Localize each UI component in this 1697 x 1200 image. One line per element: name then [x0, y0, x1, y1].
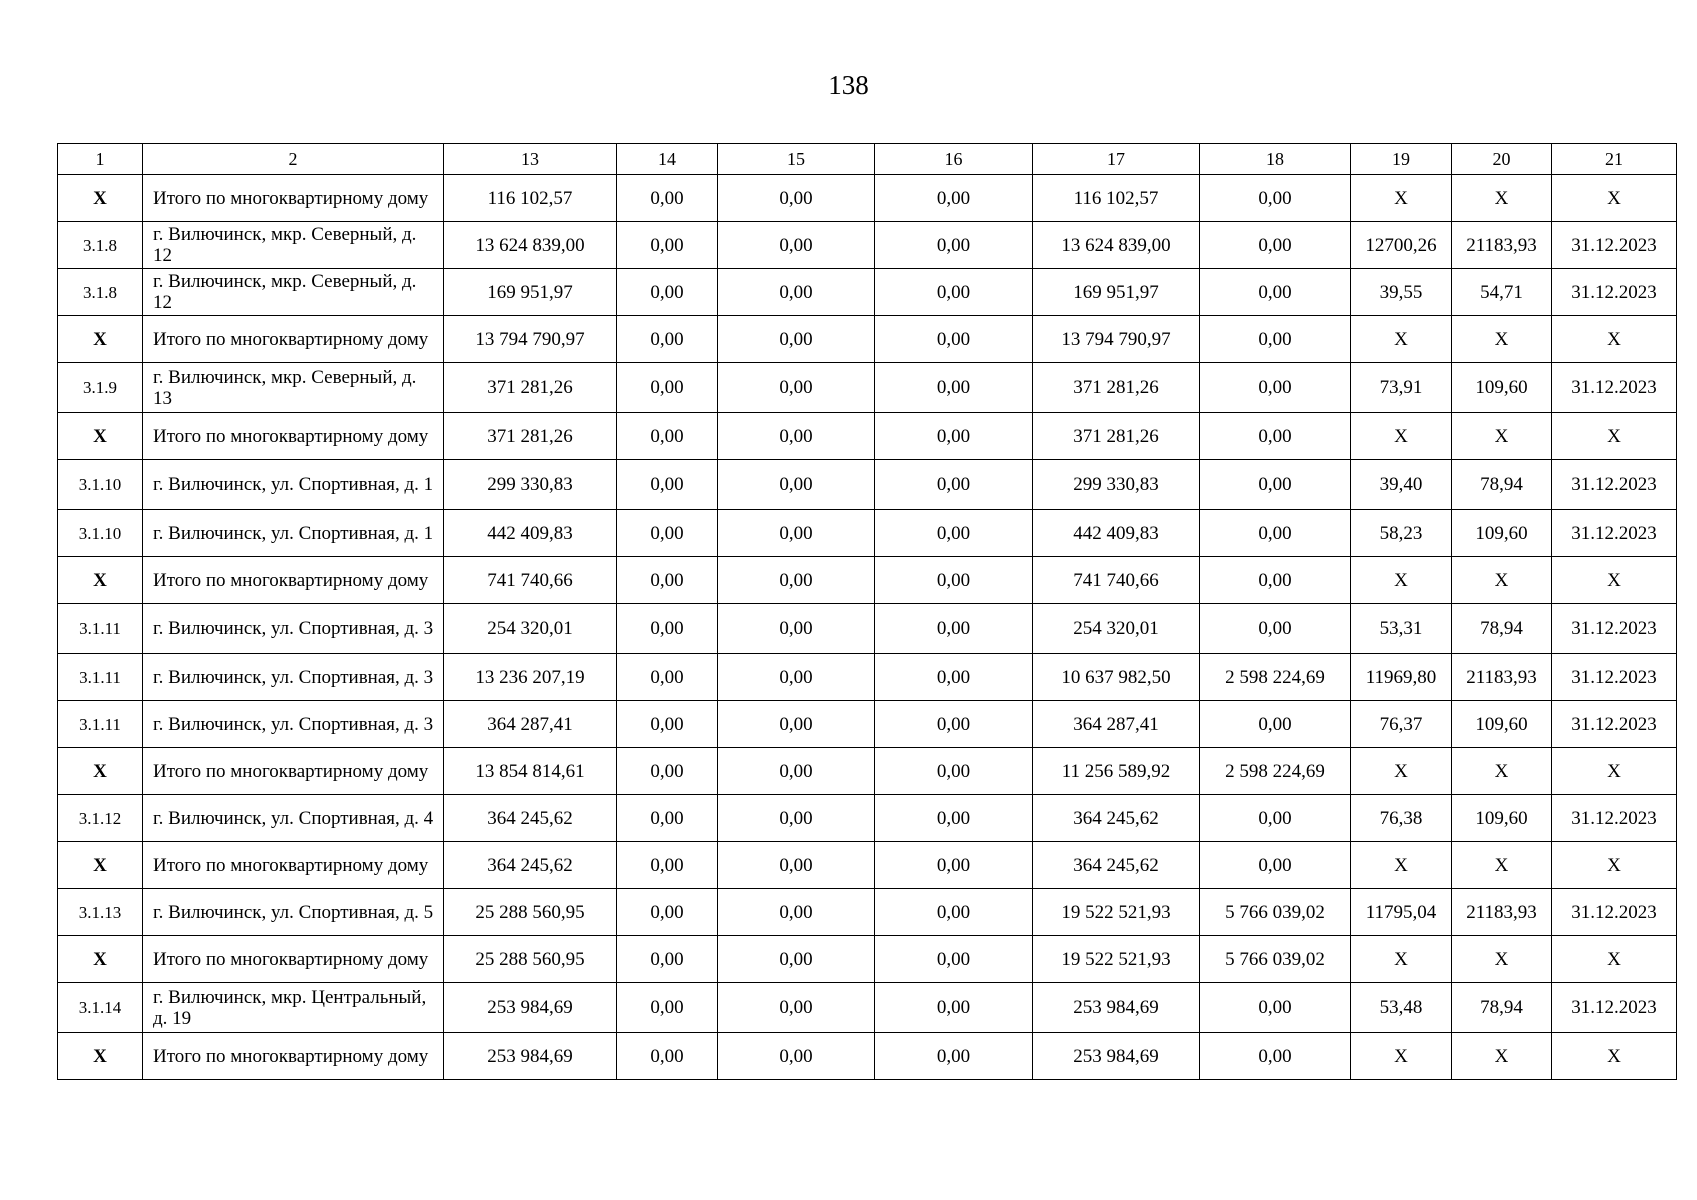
cell-c19: X	[1351, 1033, 1452, 1080]
table-row	[58, 269, 1677, 316]
cell-c21: 31.12.2023	[1552, 701, 1677, 748]
cell-c15: 0,00	[718, 654, 875, 701]
cell-c16: 0,00	[875, 316, 1033, 363]
cell-c18: 0,00	[1200, 316, 1351, 363]
cell-c13: 13 624 839,00	[444, 222, 617, 269]
cell-c21: 31.12.2023	[1552, 269, 1677, 316]
cell-c16: 0,00	[875, 701, 1033, 748]
cell-c16: 0,00	[875, 269, 1033, 316]
cell-c17: 10 637 982,50	[1033, 654, 1200, 701]
cell-c1: 3.1.11	[58, 701, 143, 748]
cell-c21: 31.12.2023	[1552, 510, 1677, 557]
cell-c20: X	[1452, 316, 1552, 363]
column-header: 1	[58, 144, 143, 175]
cell-c1: 3.1.11	[58, 604, 143, 654]
cell-c16: 0,00	[875, 748, 1033, 795]
cell-c18: 2 598 224,69	[1200, 748, 1351, 795]
column-header: 2	[143, 144, 444, 175]
cell-c18: 0,00	[1200, 795, 1351, 842]
cell-c18: 2 598 224,69	[1200, 654, 1351, 701]
cell-c14: 0,00	[617, 175, 718, 222]
cell-c16: 0,00	[875, 413, 1033, 460]
cell-c19: 53,31	[1351, 604, 1452, 654]
cell-c19: 58,23	[1351, 510, 1452, 557]
cell-c19: X	[1351, 316, 1452, 363]
cell-c2: Итого по многоквартирному дому	[143, 316, 444, 363]
cell-c21: 31.12.2023	[1552, 363, 1677, 413]
cell-c1: 3.1.10	[58, 460, 143, 510]
cell-c2: Итого по многоквартирному дому	[143, 936, 444, 983]
cell-c13: 169 951,97	[444, 269, 617, 316]
cell-c17: 116 102,57	[1033, 175, 1200, 222]
cell-c15: 0,00	[718, 604, 875, 654]
table-row-total	[58, 316, 1677, 363]
cell-c18: 0,00	[1200, 222, 1351, 269]
cell-c13: 371 281,26	[444, 363, 617, 413]
cell-c17: 364 245,62	[1033, 795, 1200, 842]
cell-c15: 0,00	[718, 363, 875, 413]
cell-c15: 0,00	[718, 1033, 875, 1080]
cell-c2: г. Вилючинск, мкр. Центральный, д. 19	[143, 983, 444, 1033]
cell-c13: 25 288 560,95	[444, 889, 617, 936]
cell-c15: 0,00	[718, 748, 875, 795]
cell-c17: 169 951,97	[1033, 269, 1200, 316]
cell-c15: 0,00	[718, 842, 875, 889]
table-row	[58, 701, 1677, 748]
table-row	[58, 983, 1677, 1033]
table-row	[58, 795, 1677, 842]
cell-c2: г. Вилючинск, ул. Спортивная, д. 3	[143, 604, 444, 654]
table-row-total	[58, 1033, 1677, 1080]
cell-c1: 3.1.14	[58, 983, 143, 1033]
cell-c20: 21183,93	[1452, 222, 1552, 269]
cell-c14: 0,00	[617, 604, 718, 654]
cell-c1: 3.1.9	[58, 363, 143, 413]
cell-c14: 0,00	[617, 510, 718, 557]
cell-c1: X	[58, 175, 143, 222]
cell-c14: 0,00	[617, 460, 718, 510]
cell-c1: X	[58, 842, 143, 889]
cell-c20: 78,94	[1452, 983, 1552, 1033]
cell-c1: X	[58, 557, 143, 604]
cell-c2: Итого по многоквартирному дому	[143, 1033, 444, 1080]
cell-c19: 11969,80	[1351, 654, 1452, 701]
page-number: 138	[828, 70, 869, 100]
cell-c20: X	[1452, 842, 1552, 889]
cell-c20: 109,60	[1452, 510, 1552, 557]
cell-c21: 31.12.2023	[1552, 654, 1677, 701]
cell-c20: X	[1452, 1033, 1552, 1080]
cell-c14: 0,00	[617, 936, 718, 983]
cell-c1: 3.1.10	[58, 510, 143, 557]
cell-c13: 741 740,66	[444, 557, 617, 604]
cell-c17: 13 794 790,97	[1033, 316, 1200, 363]
cell-c17: 13 624 839,00	[1033, 222, 1200, 269]
cell-c14: 0,00	[617, 654, 718, 701]
cell-c13: 25 288 560,95	[444, 936, 617, 983]
cell-c17: 364 245,62	[1033, 842, 1200, 889]
cell-c20: X	[1452, 413, 1552, 460]
table-row	[58, 889, 1677, 936]
cell-c20: 78,94	[1452, 460, 1552, 510]
cell-c2: г. Вилючинск, ул. Спортивная, д. 1	[143, 510, 444, 557]
cell-c14: 0,00	[617, 413, 718, 460]
cell-c17: 371 281,26	[1033, 363, 1200, 413]
cell-c15: 0,00	[718, 889, 875, 936]
cell-c15: 0,00	[718, 316, 875, 363]
cell-c19: 76,38	[1351, 795, 1452, 842]
cell-c2: г. Вилючинск, мкр. Северный, д. 12	[143, 269, 444, 316]
cell-c16: 0,00	[875, 795, 1033, 842]
table-row-total	[58, 842, 1677, 889]
cell-c18: 0,00	[1200, 413, 1351, 460]
cell-c2: Итого по многоквартирному дому	[143, 748, 444, 795]
cell-c13: 442 409,83	[444, 510, 617, 557]
cell-c19: 12700,26	[1351, 222, 1452, 269]
cell-c17: 364 287,41	[1033, 701, 1200, 748]
cell-c13: 364 287,41	[444, 701, 617, 748]
cell-c18: 0,00	[1200, 363, 1351, 413]
table-row-total	[58, 175, 1677, 222]
table-row	[58, 654, 1677, 701]
cell-c14: 0,00	[617, 316, 718, 363]
cell-c1: X	[58, 316, 143, 363]
cell-c17: 19 522 521,93	[1033, 936, 1200, 983]
cell-c14: 0,00	[617, 363, 718, 413]
cell-c15: 0,00	[718, 269, 875, 316]
cell-c15: 0,00	[718, 983, 875, 1033]
cell-c18: 0,00	[1200, 269, 1351, 316]
cell-c1: 3.1.8	[58, 269, 143, 316]
cell-c13: 371 281,26	[444, 413, 617, 460]
cell-c2: г. Вилючинск, ул. Спортивная, д. 1	[143, 460, 444, 510]
cell-c18: 0,00	[1200, 1033, 1351, 1080]
cell-c15: 0,00	[718, 413, 875, 460]
cell-c1: 3.1.13	[58, 889, 143, 936]
cell-c20: X	[1452, 175, 1552, 222]
table-row	[58, 604, 1677, 654]
cell-c21: X	[1552, 842, 1677, 889]
cell-c2: г. Вилючинск, ул. Спортивная, д. 3	[143, 654, 444, 701]
cell-c19: 53,48	[1351, 983, 1452, 1033]
cell-c18: 0,00	[1200, 510, 1351, 557]
cell-c21: 31.12.2023	[1552, 222, 1677, 269]
cell-c1: 3.1.8	[58, 222, 143, 269]
table-row-total	[58, 557, 1677, 604]
cell-c20: X	[1452, 936, 1552, 983]
table-row-total	[58, 413, 1677, 460]
column-header: 15	[718, 144, 875, 175]
column-header: 13	[444, 144, 617, 175]
cell-c21: X	[1552, 175, 1677, 222]
table-row-total	[58, 936, 1677, 983]
table-row	[58, 222, 1677, 269]
cell-c19: 73,91	[1351, 363, 1452, 413]
cell-c21: X	[1552, 413, 1677, 460]
cell-c21: X	[1552, 748, 1677, 795]
column-header: 14	[617, 144, 718, 175]
cell-c13: 364 245,62	[444, 795, 617, 842]
cell-c17: 254 320,01	[1033, 604, 1200, 654]
cell-c21: 31.12.2023	[1552, 983, 1677, 1033]
cell-c19: 11795,04	[1351, 889, 1452, 936]
cell-c19: X	[1351, 842, 1452, 889]
cell-c2: г. Вилючинск, ул. Спортивная, д. 3	[143, 701, 444, 748]
cell-c19: 76,37	[1351, 701, 1452, 748]
cell-c16: 0,00	[875, 654, 1033, 701]
cell-c16: 0,00	[875, 363, 1033, 413]
cell-c2: г. Вилючинск, мкр. Северный, д. 13	[143, 363, 444, 413]
cell-c18: 5 766 039,02	[1200, 889, 1351, 936]
cell-c20: 109,60	[1452, 363, 1552, 413]
cell-c20: 109,60	[1452, 701, 1552, 748]
cell-c13: 253 984,69	[444, 983, 617, 1033]
cell-c18: 0,00	[1200, 557, 1351, 604]
cell-c1: X	[58, 936, 143, 983]
cell-c17: 11 256 589,92	[1033, 748, 1200, 795]
cell-c15: 0,00	[718, 936, 875, 983]
cell-c20: 21183,93	[1452, 889, 1552, 936]
column-header: 18	[1200, 144, 1351, 175]
cell-c2: Итого по многоквартирному дому	[143, 175, 444, 222]
cell-c13: 253 984,69	[444, 1033, 617, 1080]
cell-c2: Итого по многоквартирному дому	[143, 557, 444, 604]
header-row	[58, 144, 1677, 175]
cell-c14: 0,00	[617, 269, 718, 316]
cell-c19: X	[1351, 936, 1452, 983]
cell-c18: 0,00	[1200, 983, 1351, 1033]
cell-c20: 54,71	[1452, 269, 1552, 316]
cell-c17: 371 281,26	[1033, 413, 1200, 460]
column-header: 20	[1452, 144, 1552, 175]
cell-c14: 0,00	[617, 701, 718, 748]
cell-c17: 253 984,69	[1033, 983, 1200, 1033]
cell-c13: 13 794 790,97	[444, 316, 617, 363]
cell-c17: 741 740,66	[1033, 557, 1200, 604]
cell-c16: 0,00	[875, 889, 1033, 936]
cell-c14: 0,00	[617, 983, 718, 1033]
cell-c14: 0,00	[617, 222, 718, 269]
cell-c2: г. Вилючинск, мкр. Северный, д. 12	[143, 222, 444, 269]
cell-c15: 0,00	[718, 795, 875, 842]
cell-c13: 254 320,01	[444, 604, 617, 654]
cell-c20: 78,94	[1452, 604, 1552, 654]
cell-c17: 299 330,83	[1033, 460, 1200, 510]
table-row	[58, 510, 1677, 557]
cell-c19: 39,55	[1351, 269, 1452, 316]
cell-c15: 0,00	[718, 175, 875, 222]
cell-c21: 31.12.2023	[1552, 889, 1677, 936]
column-header: 16	[875, 144, 1033, 175]
cell-c16: 0,00	[875, 460, 1033, 510]
cell-c1: X	[58, 413, 143, 460]
cell-c15: 0,00	[718, 510, 875, 557]
cell-c13: 13 236 207,19	[444, 654, 617, 701]
cell-c19: X	[1351, 748, 1452, 795]
cell-c20: X	[1452, 557, 1552, 604]
cell-c13: 299 330,83	[444, 460, 617, 510]
cell-c21: X	[1552, 936, 1677, 983]
cell-c21: X	[1552, 1033, 1677, 1080]
cell-c21: X	[1552, 557, 1677, 604]
cell-c1: 3.1.12	[58, 795, 143, 842]
cell-c16: 0,00	[875, 175, 1033, 222]
cell-c21: 31.12.2023	[1552, 604, 1677, 654]
column-header: 19	[1351, 144, 1452, 175]
cell-c16: 0,00	[875, 983, 1033, 1033]
cell-c16: 0,00	[875, 604, 1033, 654]
cell-c13: 364 245,62	[444, 842, 617, 889]
cell-c20: 109,60	[1452, 795, 1552, 842]
cell-c16: 0,00	[875, 842, 1033, 889]
cell-c17: 442 409,83	[1033, 510, 1200, 557]
cell-c14: 0,00	[617, 748, 718, 795]
cell-c15: 0,00	[718, 557, 875, 604]
cell-c18: 0,00	[1200, 460, 1351, 510]
cell-c2: Итого по многоквартирному дому	[143, 413, 444, 460]
cell-c14: 0,00	[617, 557, 718, 604]
cell-c2: г. Вилючинск, ул. Спортивная, д. 4	[143, 795, 444, 842]
cell-c14: 0,00	[617, 889, 718, 936]
cell-c21: 31.12.2023	[1552, 460, 1677, 510]
cell-c18: 0,00	[1200, 842, 1351, 889]
table-row-total	[58, 748, 1677, 795]
cell-c2: г. Вилючинск, ул. Спортивная, д. 5	[143, 889, 444, 936]
cell-c17: 19 522 521,93	[1033, 889, 1200, 936]
cell-c16: 0,00	[875, 1033, 1033, 1080]
cell-c1: 3.1.11	[58, 654, 143, 701]
cell-c2: Итого по многоквартирному дому	[143, 842, 444, 889]
cell-c13: 13 854 814,61	[444, 748, 617, 795]
cell-c19: 39,40	[1351, 460, 1452, 510]
cell-c19: X	[1351, 175, 1452, 222]
cell-c15: 0,00	[718, 460, 875, 510]
table-row	[58, 460, 1677, 510]
cell-c1: X	[58, 748, 143, 795]
cell-c18: 0,00	[1200, 701, 1351, 748]
column-header: 21	[1552, 144, 1677, 175]
cell-c13: 116 102,57	[444, 175, 617, 222]
cell-c20: 21183,93	[1452, 654, 1552, 701]
cell-c14: 0,00	[617, 842, 718, 889]
cell-c18: 0,00	[1200, 175, 1351, 222]
cell-c21: 31.12.2023	[1552, 795, 1677, 842]
cell-c16: 0,00	[875, 510, 1033, 557]
column-header: 17	[1033, 144, 1200, 175]
table-row	[58, 363, 1677, 413]
cell-c16: 0,00	[875, 557, 1033, 604]
data-table	[57, 143, 1677, 1080]
cell-c1: X	[58, 1033, 143, 1080]
cell-c14: 0,00	[617, 1033, 718, 1080]
cell-c15: 0,00	[718, 222, 875, 269]
cell-c14: 0,00	[617, 795, 718, 842]
cell-c15: 0,00	[718, 701, 875, 748]
cell-c18: 5 766 039,02	[1200, 936, 1351, 983]
cell-c20: X	[1452, 748, 1552, 795]
cell-c19: X	[1351, 413, 1452, 460]
cell-c21: X	[1552, 316, 1677, 363]
cell-c16: 0,00	[875, 936, 1033, 983]
cell-c17: 253 984,69	[1033, 1033, 1200, 1080]
cell-c16: 0,00	[875, 222, 1033, 269]
cell-c19: X	[1351, 557, 1452, 604]
cell-c18: 0,00	[1200, 604, 1351, 654]
